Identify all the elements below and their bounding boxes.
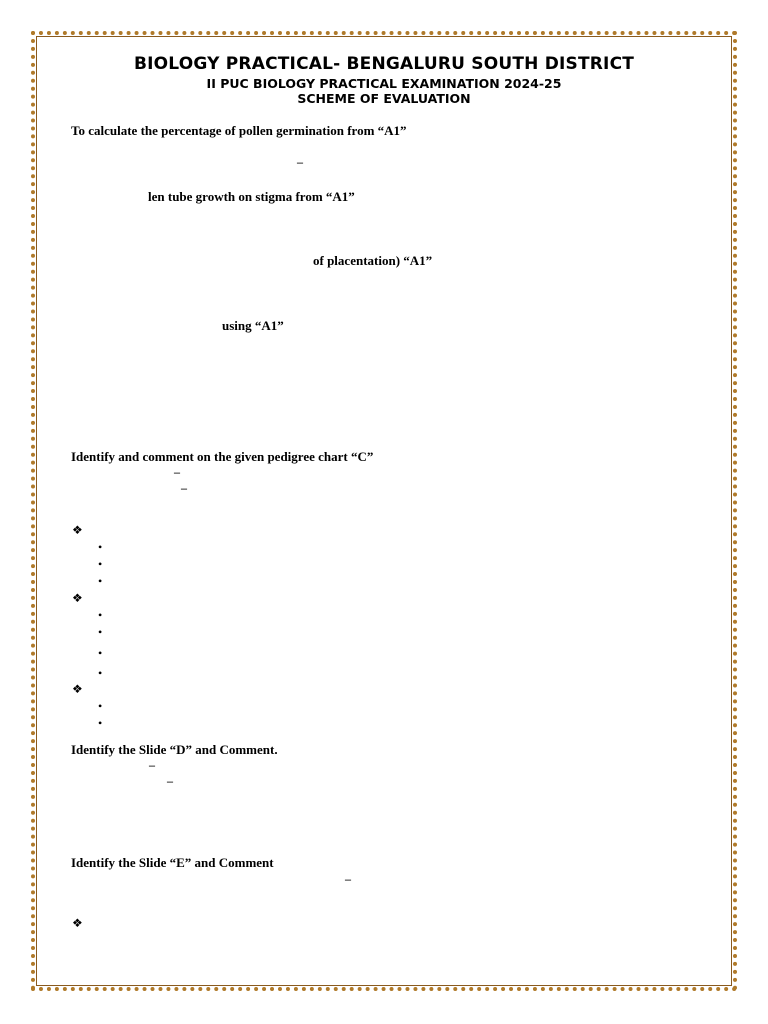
bullet-icon: • — [98, 699, 103, 713]
diamond-bullet-icon: ❖ — [72, 682, 83, 696]
diamond-bullet-icon: ❖ — [72, 523, 83, 537]
bullet-icon: • — [98, 625, 103, 639]
dash-mark: – — [149, 758, 155, 772]
bullet-icon: • — [98, 540, 103, 554]
document-subtitle: II PUC BIOLOGY PRACTICAL EXAMINATION 2024-25 — [206, 76, 562, 91]
bullet-icon: • — [98, 716, 103, 730]
slide-e-line: Identify the Slide “E” and Comment — [71, 855, 274, 870]
placentation-line: of placentation) “A1” — [313, 253, 433, 268]
page-border — [31, 31, 737, 991]
dash-mark: – — [181, 481, 187, 495]
dash-mark: – — [167, 774, 173, 788]
diamond-bullet-icon: ❖ — [72, 591, 83, 605]
dash-mark: – — [174, 465, 180, 479]
using-a1-line: using “A1” — [222, 318, 284, 333]
scheme-heading: SCHEME OF EVALUATION — [297, 91, 471, 106]
pollen-tube-line: len tube growth on stigma from “A1” — [148, 189, 355, 204]
diamond-bullet-icon: ❖ — [72, 916, 83, 930]
bullet-icon: • — [98, 646, 103, 660]
bullet-icon: • — [98, 608, 103, 622]
dash-mark: – — [297, 155, 303, 169]
document-title: BIOLOGY PRACTICAL- BENGALURU SOUTH DISTRICT — [133, 54, 635, 74]
bullet-icon: • — [98, 666, 103, 680]
pollen-germination-line: To calculate the percentage of pollen germination from “A1” — [71, 123, 407, 138]
bullet-icon: • — [98, 574, 103, 588]
bullet-icon: • — [98, 557, 103, 571]
dash-mark: – — [345, 872, 351, 886]
pedigree-line: Identify and comment on the given pedigree chart “C” — [71, 449, 374, 464]
slide-d-line: Identify the Slide “D” and Comment. — [71, 742, 278, 757]
